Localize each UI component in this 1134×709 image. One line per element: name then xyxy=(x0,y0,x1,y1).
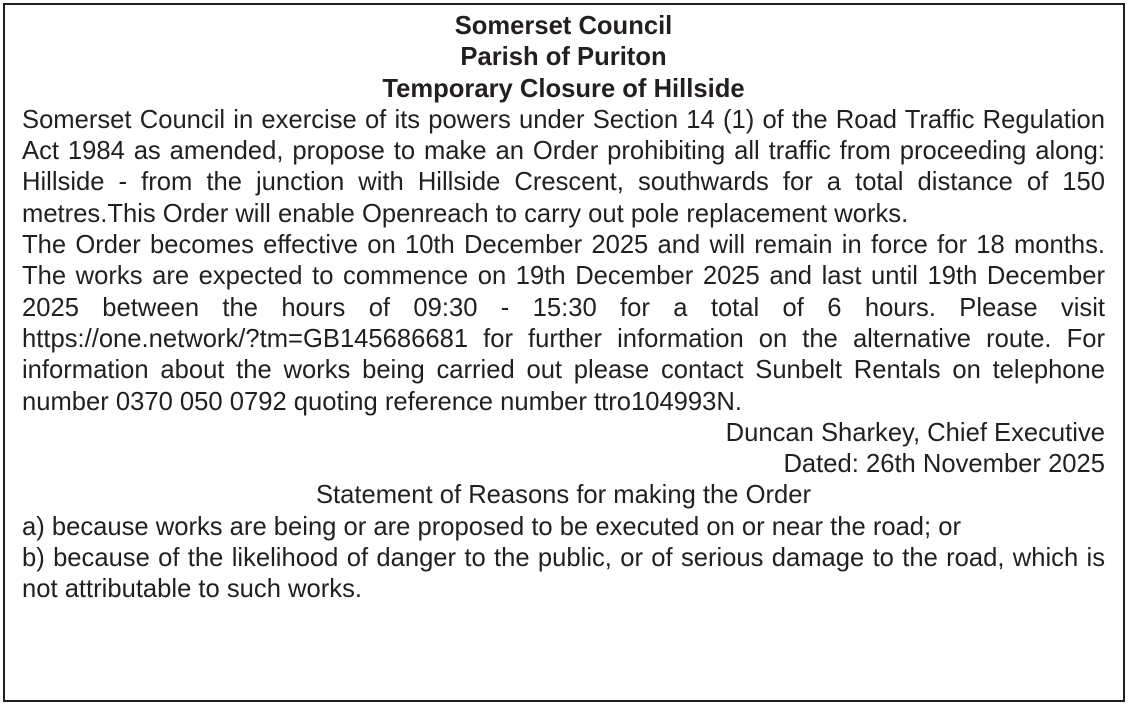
signatory: Duncan Sharkey, Chief Executive xyxy=(725,418,1105,447)
reason-a: a) because works are being or are proposed to be executed on or near the road; or xyxy=(22,512,962,541)
public-notice xyxy=(3,3,1125,702)
order-description-paragraph: Somerset Council in exercise of its powers under Section 14 (1) of the Road Traffic Regulation Act 1984 as amended, propose to make an Order prohibiting all traffic from proceeding along: Hillside - from the junction with Hillside Crescent, southwards for a total distance of 150 metres.This Order will enable Openreach to carry out pole replacement works. xyxy=(22,105,1105,228)
reasons-heading: Statement of Reasons for making the Order xyxy=(315,481,812,510)
notice-heading xyxy=(22,11,1105,105)
order-details-paragraph: The Order becomes effective on 10th December 2025 and will remain in force for 18 months. The works are expected to commence on 19th December 2025 and last until 19th December 2025 between the hours of 09:30 - 15:30 for a total of 6 hours. Please visit https://one.network/?tm=GB145686681 for further information on the alternative route. For information about the works being carried out please contact Sunbelt Rentals on telephone number 0370 050 0792 quoting reference number ttro104993N. xyxy=(22,231,1105,416)
date-line: Dated: 26th November 2025 xyxy=(783,450,1105,479)
council-name: Somerset Council xyxy=(454,12,673,40)
parish-name: Parish of Puriton xyxy=(460,43,667,72)
notice-title: Temporary Closure of Hillside xyxy=(382,74,745,103)
reason-b: b) because of the likelihood of danger to the public, or of serious damage to the road, which is not attributable to such works. xyxy=(22,544,1105,604)
